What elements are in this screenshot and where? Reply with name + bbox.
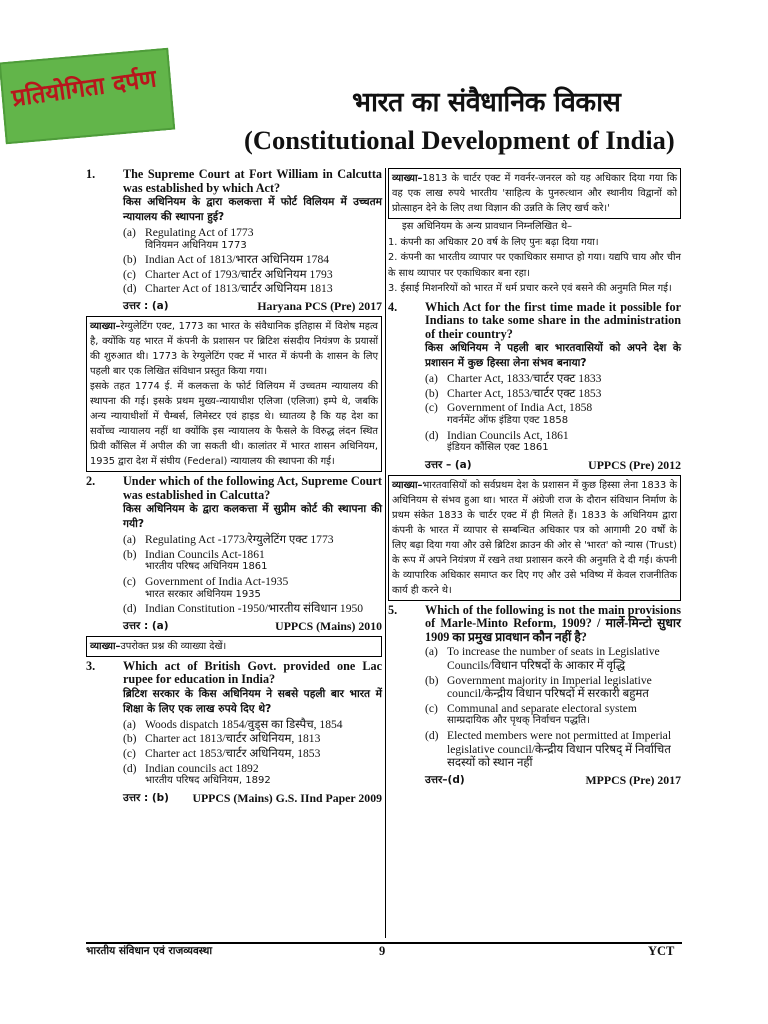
exam-source: UPPCS (Mains) G.S. IInd Paper 2009 [192,790,382,805]
provisions-list [388,219,681,297]
option: (d) Indian Councils Act, 1861 इंडियन कौंसिल एक्ट 1861 [425,428,569,454]
question-number: 5. [388,602,398,617]
question-text-hi: किस अधिनियम के द्वारा कलकत्ता में फोर्ट विलियम में उच्चतम न्यायालय की स्थापना हुई? [123,196,382,224]
answer-line [123,619,382,633]
explanation-box: व्याख्या–रेग्युलेटिंग एक्ट, 1773 का भारत के संवैधानिक इतिहास में विशेष महत्व है, क्योंकि यह भारत में कंपनी के प्रशासन पर ब्रिटिश संसदीय नियंत्रण के प्रयासों की शुरुआत थी। 1773 के रेग्युलेटिंग एक्ट में भारत में कंपनी के शासन के लिए पहली बार एक लिखित संविधान प्रस्तुत किया गया। इसके तहत 1774 ई. में कलकत्ता के फोर्ट विलियम में उच्चतम न्यायालय की स्थापना की गई। इसके प्रथम मुख्य-न्यायाधीश एलिजा (एलिजा) इम्पे थे, जबकि अन्य न्यायाधीशों में चैम्बर्स, लिमेस्टर एवं हाइड थे। ध्यातव्य है कि यह देश का सर्वोच्च न्यायालय नहीं था क्योंकि इस न्यायालय के फैसले के विरुद्ध लंदन स्थित प्रिवी कौंसिल में अपील की जा सकती थी। कालांतर में भारत शासन अधिनियम, 1935 द्वारा देश में संघीय (Federal) न्यायालय की स्थापना की गई। [86,316,382,472]
exam-source: Haryana PCS (Pre) 2017 [257,299,382,314]
answer: उत्तर : (a) [123,300,169,313]
option: (a) Regulating Act of 1773 विनियमन अधिनियम 1773 [123,226,254,251]
option: (b) Charter Act, 1853/चार्टर एक्ट 1853 [425,386,602,400]
question-5 [388,604,681,645]
option: (b) Indian Act of 1813/भारत अधिनियम 1784 [123,253,330,267]
footer-book-title: भारतीय संविधान एवं राजव्यवस्था [86,945,213,957]
option: (c) Communal and separate electoral system साम्प्रदायिक और पृथक् निर्वाचन पद्धति। [425,701,637,727]
answer: उत्तर – (a) [425,458,472,471]
option: (c) Government of India Act, 1858 गवर्नमेंट ऑफ इंडिया एक्ट 1858 [425,401,593,427]
answer: उत्तर : (b) [123,791,169,804]
answer: उत्तर–(d) [425,773,465,786]
question-3 [86,660,382,687]
exam-source: MPPCS (Pre) 2017 [585,772,681,787]
page-title-english: (Constitutional Development of India) [244,125,675,155]
option: (d) Charter Act of 1813/चार्टर अधिनियम 1813 [123,282,333,296]
option: (a) Woods dispatch 1854/वुड्स का डिस्पैच, 1854 [123,717,343,731]
question-text-en: Which act of British Govt. provided one Lac rupee for education in India? [123,658,382,687]
question-4 [388,301,681,342]
answer: उत्तर : (a) [123,619,169,632]
question-text-en: Which Act for the first time made it possible for Indians to take some share in the administration of their country? [425,299,681,341]
column-divider [385,168,386,938]
options-list [123,718,382,788]
left-column [86,168,382,808]
options-list [123,533,382,615]
options-list [425,372,681,454]
option: (c) Charter act 1853/चार्टर अधिनियम, 1853 [123,747,321,760]
explanation-box: व्याख्या–1813 के चार्टर एक्ट में गवर्नर-जनरल को यह अधिकार दिया गया कि वह एक लाख रुपये भारतीय 'साहित्य के पुनरुत्थान और स्थानीय विद्वानों को प्रोत्साहन देने के लिए तथा विज्ञान की उन्नति के लिए खर्च करे।' [388,168,681,219]
answer-line [123,791,382,805]
option: (b) Indian Councils Act-1861 भारतीय परिषद अधिनियम 1861 [123,547,268,573]
options-list [123,226,382,296]
option: (a) Regulating Act -1773/रेग्युलेटिंग एक्ट 1773 [123,533,334,547]
footer-publisher: YCT [648,944,675,958]
page-title-hindi: भारत का संवैधानिक विकास [352,87,621,118]
option: (d) Indian Constitution -1950/भारतीय संविधान 1950 [123,602,364,616]
question-2 [86,475,382,502]
answer-line [425,458,681,472]
option: (a) Charter Act, 1833/चार्टर एक्ट 1833 [425,372,602,386]
option: (a) To increase the number of seats in Legislative Councils/विधान परिषदों के आकार में वृद्धि [425,645,660,673]
question-text: Which of the following is not the main provisions of Marle-Minto Reform, 1909? / मार्ले-मिन्टो सुधार 1909 का प्रमुख प्रावधान कौन नहीं है? [425,602,681,644]
exam-source: UPPCS (Mains) 2010 [275,618,382,633]
options-list [425,645,681,769]
provision-item: 2. कंपनी का भारतीय व्यापार पर एकाधिकार समाप्त हो गया। यद्यपि चाय और चीन के साथ व्यापार पर एकाधिकार बना रहा। [388,252,681,279]
option: (c) Government of India Act-1935 भारत सरकार अधिनियम 1935 [123,574,289,600]
question-text-hi: किस अधिनियम के द्वारा कलकत्ता में सुप्रीम कोर्ट की स्थापना की गयी? [123,503,382,531]
logo-text: प्रतियोगिता दर्पण [10,64,158,113]
exam-source: UPPCS (Pre) 2012 [588,457,681,472]
question-text-hi: किस अधिनियम ने पहली बार भारतवासियों को अपने देश के प्रशासन में कुछ हिस्सा लेना संभव बनाया? [425,342,681,370]
provisions-intro: इस अधिनियम के अन्य प्रावधान निम्नलिखित थे– [402,221,573,232]
option: (d) Elected members were not permitted at Imperial legislative council/केन्द्रीय विधान परिषद् में निर्वाचित सदस्यों को स्थान नहीं [425,728,672,770]
question-text-en: The Supreme Court at Fort William in Calcutta was established by which Act? [123,167,382,195]
right-column [388,168,681,790]
provision-item: 3. ईसाई मिशनरियों को भारत में धर्म प्रचार करने एवं बसने की अनुमति मिल गई। [388,283,672,294]
option: (d) Indian councils act 1892 भारतीय परिषद अधिनियम, 1892 [123,761,271,787]
explanation-box: व्याख्या–भारतवासियों को सर्वप्रथम देश के प्रशासन में कुछ हिस्सा लेना 1833 के अधिनियम से संभव हुआ था। भारत में अंग्रेजी राज के दौरान संविधान निर्माण के प्रथम संकेत 1833 के चार्टर एक्ट में ही मिलते हैं। 1833 के अधिनियम द्वारा कंपनी के भारत में व्यापार से सम्बन्धित अधिकार पत्र को आगामी 20 वर्षों के लिए बढ़ा दिया गया और उसे ब्रिटिश क्राउन की ओर से 'भारत' को न्यास (Trust) के रूप में अपने नियंत्रण में रखने तथा प्रशासन करने की अनुमति दे दी गई। कंपनी के व्यापारिक अधिकार समाप्त कर दिए गए और उसे भविष्य में केवल राजनीतिक कार्य ही करने थे। [388,475,681,601]
option: (b) Charter act 1813/चार्टर अधिनियम, 1813 [123,732,321,746]
publisher-logo [0,48,175,145]
question-number: 1. [86,167,96,181]
answer-line [425,773,681,787]
question-text-en: Under which of the following Act, Supreme Court was established in Calcutta? [123,474,382,502]
provision-item: 1. कंपनी का अधिकार 20 वर्ष के लिए पुनः बढ़ा दिया गया। [388,236,599,248]
explanation-box: व्याख्या–उपरोक्त प्रश्न की व्याख्या देखें। [86,636,382,657]
question-number: 4. [388,299,398,314]
question-text-hi: ब्रिटिश सरकार के किस अधिनियम ने सबसे पहली बार भारत में शिक्षा के लिए एक लाख रुपये दिए थे? [123,687,382,715]
question-number: 3. [86,658,96,673]
option: (c) Charter Act of 1793/चार्टर अधिनियम 1793 [123,267,333,281]
question-number: 2. [86,474,96,489]
option: (b) Government majority in Imperial legislative council/केन्द्रीय विधान परिषदों में सरकारी बहुमत [425,673,652,701]
page-number: 9 [379,944,386,958]
question-1 [86,168,382,195]
answer-line [123,299,382,313]
